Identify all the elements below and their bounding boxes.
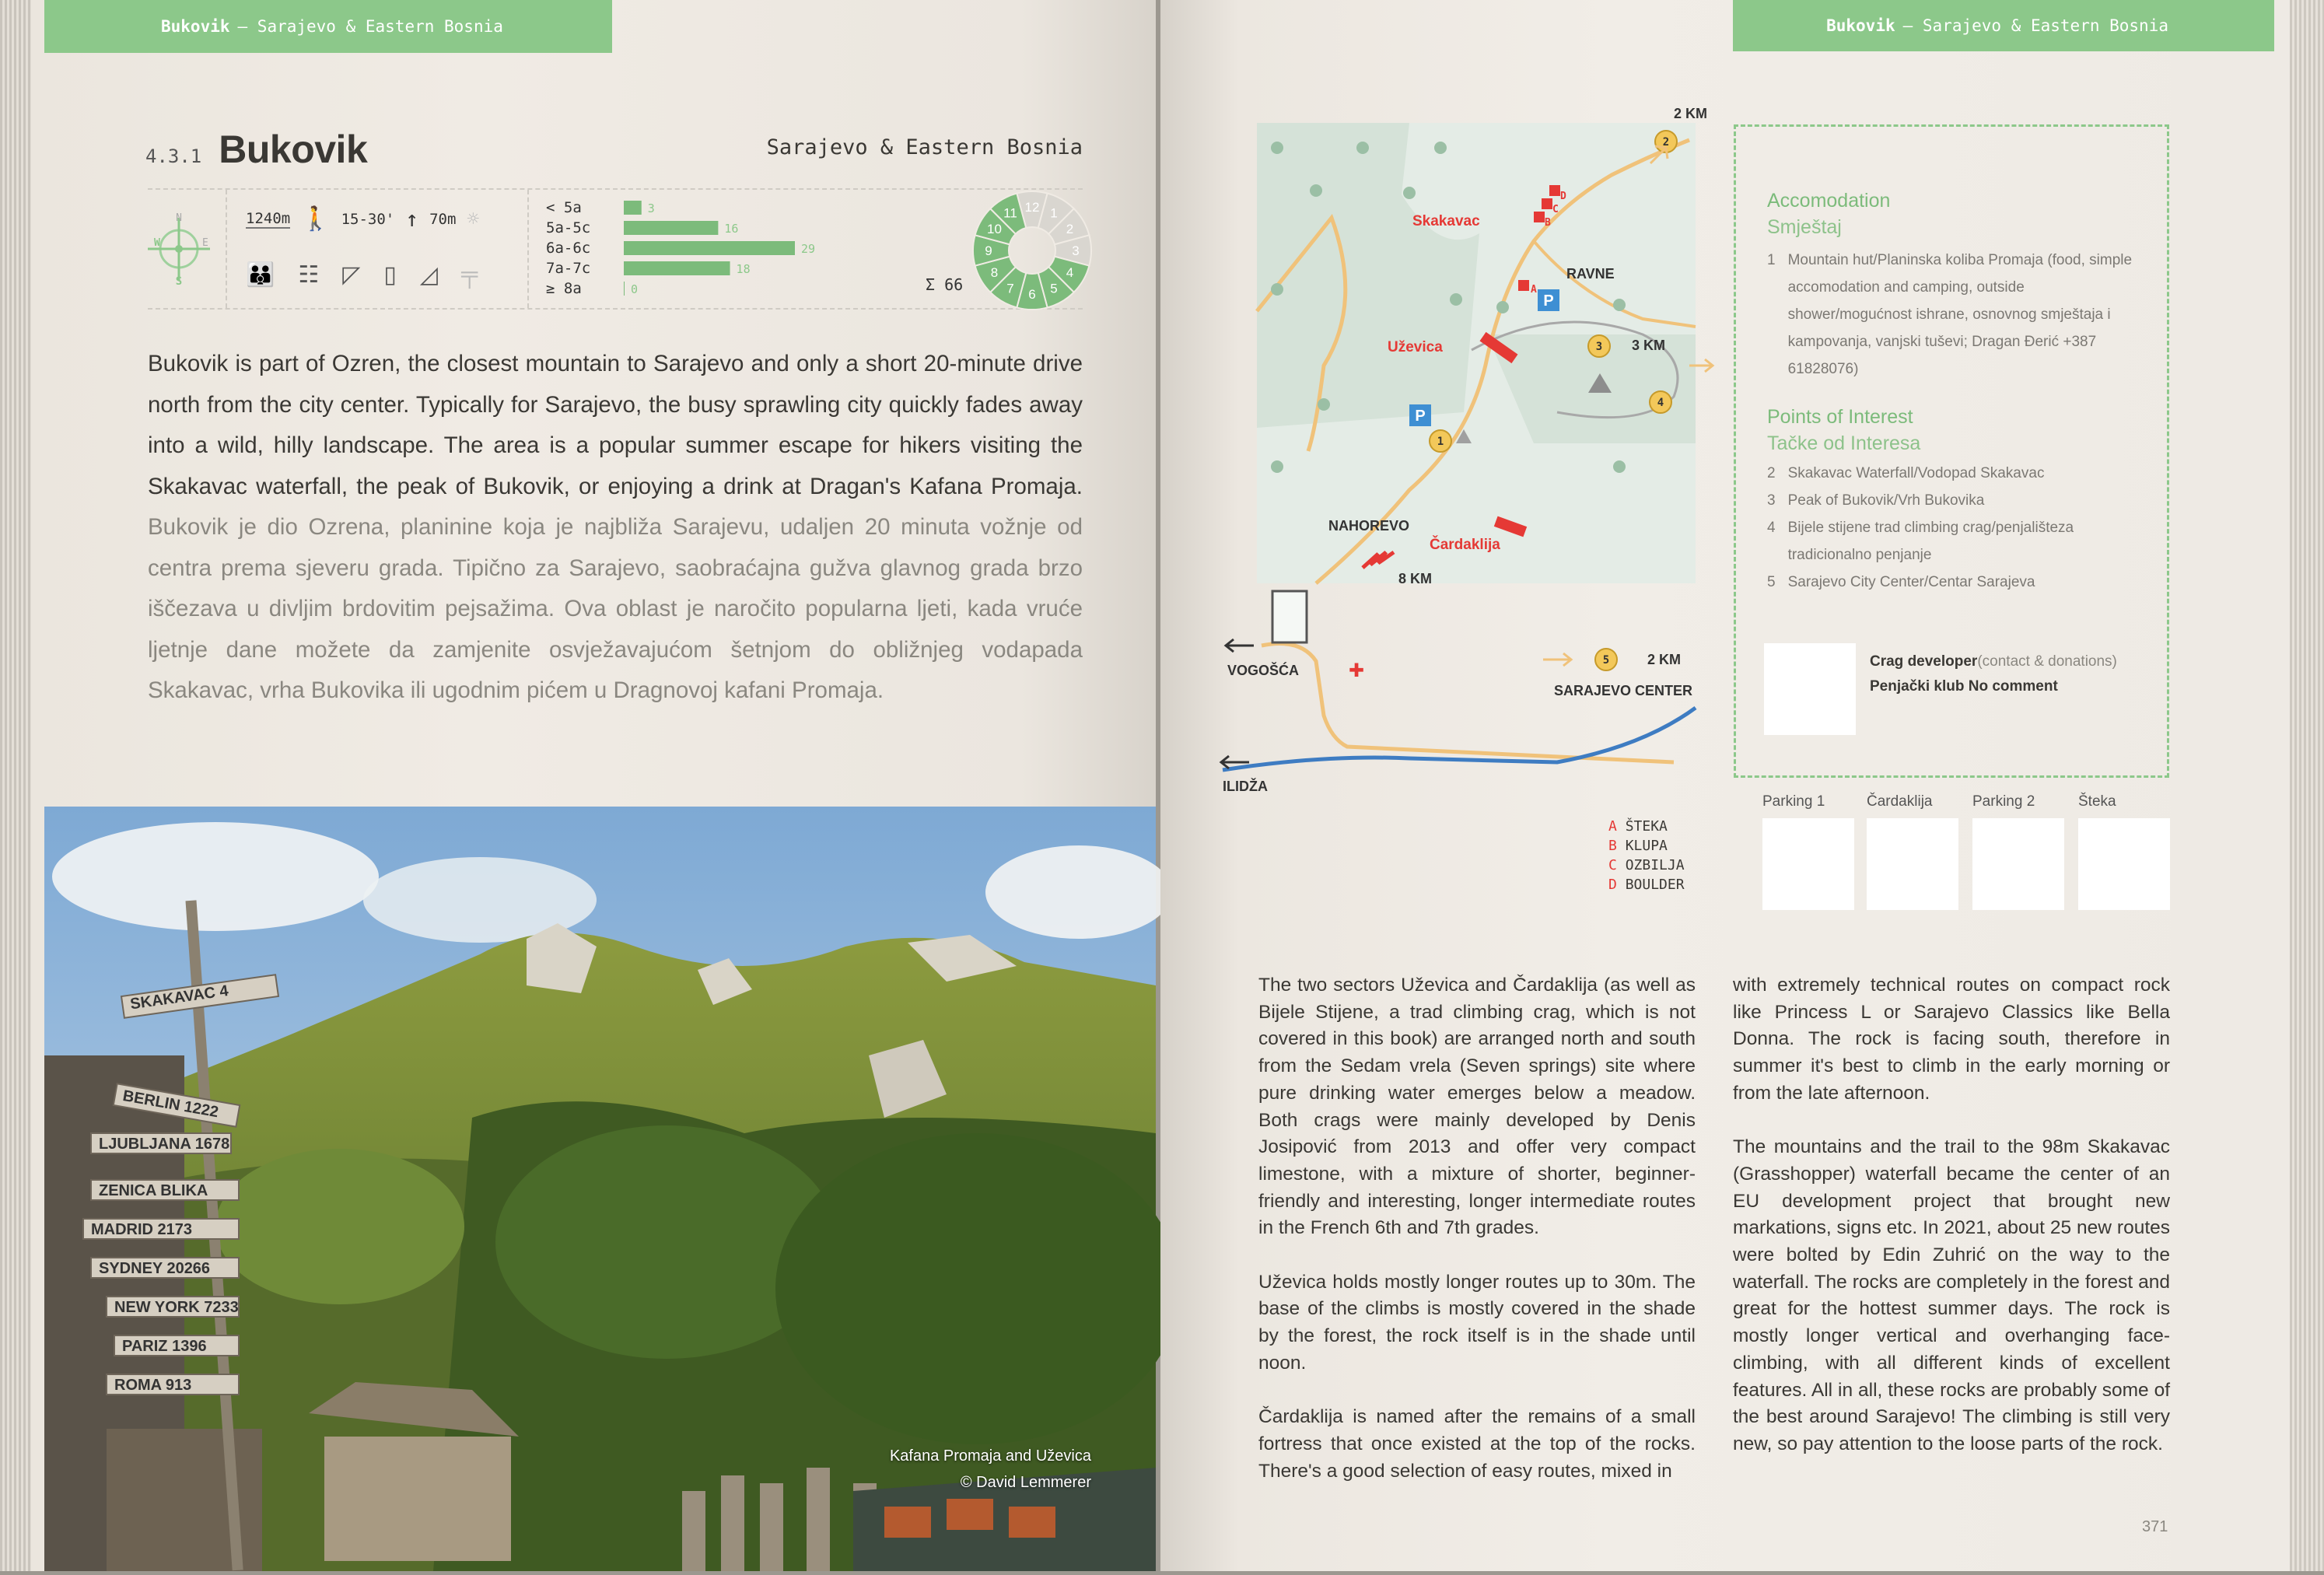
acc-heading-en: Accomodation xyxy=(1767,190,1891,212)
qr-label: Čardaklija xyxy=(1867,793,1933,810)
photo-caption xyxy=(890,1443,1091,1496)
qr-code-developer[interactable] xyxy=(1764,643,1856,735)
right-page xyxy=(1160,0,2290,1571)
svg-text:Skakavac: Skakavac xyxy=(1412,213,1480,229)
paragraph: Čardaklija is named after the remains of a small fortress that once existed at the top of the rocks. There's a good selection of easy routes, mixed in xyxy=(1258,1406,1696,1482)
compass-icon xyxy=(148,190,227,308)
svg-text:S: S xyxy=(175,275,183,288)
dial-number: 8 xyxy=(990,265,999,280)
svg-text:SYDNEY 20266: SYDNEY 20266 xyxy=(99,1260,211,1277)
bar xyxy=(624,201,642,215)
running-header-right xyxy=(1733,0,2274,51)
developer-info xyxy=(1870,649,2117,699)
svg-text:B: B xyxy=(1545,217,1551,229)
bar-category-label: < 5a xyxy=(546,199,582,216)
header-crag-name: Bukovik xyxy=(1826,16,1895,35)
total-routes: Σ 66 xyxy=(926,275,964,294)
header-crag-name: Bukovik xyxy=(161,17,230,36)
qr-label: Parking 2 xyxy=(1972,793,2035,810)
svg-text:A: A xyxy=(1531,284,1537,296)
qr-code-steka[interactable] xyxy=(2078,818,2170,910)
header-region: – Sarajevo & Eastern Bosnia xyxy=(1902,16,2168,35)
svg-text:RAVNE: RAVNE xyxy=(1566,266,1615,282)
dial-number: 5 xyxy=(1050,281,1058,296)
body-column-2 xyxy=(1733,972,2170,1458)
header-region: – Sarajevo & Eastern Bosnia xyxy=(237,17,503,36)
svg-text:SARAJEVO CENTER: SARAJEVO CENTER xyxy=(1554,683,1693,698)
svg-text:P: P xyxy=(1543,292,1554,310)
svg-text:SKAKAVAC 4: SKAKAVAC 4 xyxy=(129,982,229,1013)
overhang-icon: ◿ xyxy=(419,262,438,288)
wall-height: 70m xyxy=(429,210,457,228)
approach-map xyxy=(1207,101,1720,817)
crag-photo xyxy=(44,807,1156,1571)
poi-item: 5 Sarajevo City Center/Centar Sarajeva xyxy=(1767,574,2035,590)
sun-dial xyxy=(970,188,1094,313)
dial-number: 4 xyxy=(1066,265,1074,280)
left-page xyxy=(31,0,1156,1571)
bar-category-label: 5a-5c xyxy=(546,219,591,236)
dial-number: 12 xyxy=(1024,200,1040,215)
poi-heading-bs: Tačke od Interesa xyxy=(1767,432,1921,454)
first-aid-icon: ✚ xyxy=(1349,660,1365,681)
intro-english: Bukovik is part of Ozren, the closest mountain to Sarajevo and only a short 20-minute drive north from the city center. Typically for Sarajevo, the busy sprawling city quickly fades away into a wild, hilly landscape. The area is a popular summer escape for hikers visiting the Skakavac waterfall, the peak of Bukovik, or enjoying a drink at Dragan's Kafana Promaja. xyxy=(148,351,1083,499)
svg-text:NAHOREVO: NAHOREVO xyxy=(1328,518,1410,534)
bar xyxy=(624,241,795,255)
bar-value-label: 0 xyxy=(631,282,639,296)
acc-heading-bs: Smještaj xyxy=(1767,216,1842,238)
info-box xyxy=(1734,124,2169,778)
bar-category-label: 6a-6c xyxy=(546,240,591,257)
poi-heading-en: Points of Interest xyxy=(1767,406,1913,428)
paragraph: Uževica holds mostly longer routes up to 30m. The base of the climbs is mostly covered in the shade by the forest, the rock itself is in the shade until noon. xyxy=(1258,1271,1696,1374)
poi-item: 4 Bijele stijene trad climbing crag/penjališteza tradicionalno penjanje xyxy=(1767,520,2074,563)
qr-code-parking-2[interactable] xyxy=(1972,818,2064,910)
dial-number: 11 xyxy=(1003,205,1017,221)
qr-label: Parking 1 xyxy=(1762,793,1825,810)
svg-text:3: 3 xyxy=(1595,341,1603,353)
svg-text:P: P xyxy=(1415,408,1426,425)
paragraph: with extremely technical routes on compact rock like Princess L or Sarajevo Classics like Bella Donna. The rock is facing south, therefore in summer it's best to climb in the early morning or from the late afternoon. xyxy=(1733,975,2170,1104)
page-number: 371 xyxy=(2142,1518,2168,1535)
svg-text:MADRID 2173: MADRID 2173 xyxy=(91,1221,193,1238)
dial-number: 9 xyxy=(985,243,992,258)
qr-code-parking-1[interactable] xyxy=(1762,818,1854,910)
crag-region: Sarajevo & Eastern Bosnia xyxy=(766,135,1083,159)
svg-text:1: 1 xyxy=(1437,436,1444,448)
caption-text: Kafana Promaja and Uževica xyxy=(889,1447,1091,1465)
intro-bosnian: Bukovik je dio Ozrena, planinine koja je najbliža Sarajevu, udaljen 20 minuta vožnje od centra prema sjeveru grada. Tipično za Sarajevo, saobraćajna gužva glavnog grada brzo iščezava u divljim brdovitim pejsažima. Ova oblast je naročito popularna ljeti, kada vruće ljetnje dane možete da zamjenite osvježavajućom šetnjom do obližnjeg vodapada Skakavac, vrha Bukovika ili ugodnim pićem u Dragnovoj kafani Promaja. xyxy=(148,514,1083,703)
dev-name: Penjački klub No comment xyxy=(1870,678,2058,695)
poi-section xyxy=(1767,404,2133,596)
crowd-icon: ☷ xyxy=(298,262,320,288)
svg-text:8 KM: 8 KM xyxy=(1398,571,1433,586)
bar xyxy=(624,261,730,275)
svg-text:E: E xyxy=(202,237,208,249)
svg-text:4: 4 xyxy=(1657,397,1664,409)
photo-credit: © David Lemmerer xyxy=(960,1474,1091,1491)
approach-info xyxy=(229,190,529,308)
svg-text:ZENICA BLIKA: ZENICA BLIKA xyxy=(99,1182,208,1199)
compass xyxy=(148,190,227,308)
weather-icon: ☼ xyxy=(467,207,480,231)
svg-text:ILIDŽA: ILIDŽA xyxy=(1223,779,1268,794)
running-header-left xyxy=(44,0,612,53)
height-arrow-icon: ↑ xyxy=(405,206,419,232)
dial-number: 1 xyxy=(1050,205,1058,221)
svg-text:C: C xyxy=(1552,204,1559,215)
altitude: 1240m xyxy=(246,209,291,227)
svg-text:N: N xyxy=(176,212,182,224)
bar-value-label: 16 xyxy=(724,222,739,236)
svg-text:ROMA 913: ROMA 913 xyxy=(114,1377,192,1394)
paragraph: The two sectors Uževica and Čardaklija (as well as Bijele Stijene, a trad climbing crag, which is not covered in this book) are arranged north and south from the Sedam vrela (Seven springs) site where pure drinking water emerges below a meadow. Both crags were mainly developed by Denis Josipović from 2013 and offer very compact limestone, with a mixture of shorter, beginner-friendly and interesting, longer intermediate routes in the French 6th and 7th grades. xyxy=(1258,975,1696,1239)
intro-text xyxy=(148,344,1083,712)
svg-text:NEW YORK 7233: NEW YORK 7233 xyxy=(114,1299,239,1316)
bar-category-label: 7a-7c xyxy=(546,260,591,277)
svg-text:D: D xyxy=(1560,191,1566,202)
svg-text:PARIZ 1396: PARIZ 1396 xyxy=(122,1338,207,1355)
bar-category-label: ≥ 8a xyxy=(546,280,582,297)
acc-item: 1 Mountain hut/Planinska koliba Promaja (food, simple accomodation and camping, outside shower/mogućnost ishrane, osnovnog smještaja i kampovanja, vanjski tuševi; Dragan Đerić +387 61828076) xyxy=(1767,252,2133,377)
bar xyxy=(624,221,718,235)
svg-text:2: 2 xyxy=(1662,136,1670,149)
poi-item: 2 Skakavac Waterfall/Vodopad Skakavac xyxy=(1767,465,2045,481)
dial-number: 2 xyxy=(1066,222,1074,236)
hiker-icon: 🚶 xyxy=(301,205,331,233)
qr-label: Šteka xyxy=(2078,793,2116,810)
svg-text:3 KM: 3 KM xyxy=(1632,338,1666,353)
svg-text:Uževica: Uževica xyxy=(1388,339,1443,355)
accommodation-section xyxy=(1767,187,2133,383)
crag-name: Bukovik xyxy=(219,128,368,171)
sector-legend: A ŠTEKA B KLUPA C OZBILJA D BOULDER xyxy=(1608,818,1685,893)
dev-label: Crag developer xyxy=(1870,653,1978,670)
svg-text:2 KM: 2 KM xyxy=(1674,106,1708,121)
roof-icon: ╤ xyxy=(460,261,478,287)
svg-text:5: 5 xyxy=(1602,654,1610,667)
crag-number: 4.3.1 xyxy=(145,145,202,167)
approach-time: 15-30' xyxy=(341,210,395,228)
svg-text:W: W xyxy=(154,237,160,249)
dial-number: 7 xyxy=(1006,281,1014,296)
dial-number: 6 xyxy=(1028,287,1036,302)
bar-value-label: 29 xyxy=(801,242,816,256)
crag-title xyxy=(145,127,367,172)
svg-text:LJUBLJANA 1678: LJUBLJANA 1678 xyxy=(99,1136,230,1153)
bar-value-label: 18 xyxy=(736,262,751,276)
info-strip xyxy=(148,188,1083,310)
poi-item: 3 Peak of Bukovik/Vrh Bukovika xyxy=(1767,492,1985,509)
dial-number: 3 xyxy=(1072,243,1080,258)
svg-text:BERLIN 1222: BERLIN 1222 xyxy=(121,1087,220,1122)
svg-text:2 KM: 2 KM xyxy=(1647,652,1682,667)
grade-bar-chart xyxy=(537,190,816,308)
family-icon: 👪 xyxy=(246,262,275,288)
dev-note: (contact & donations) xyxy=(1977,653,2117,670)
book-edge-right xyxy=(2290,0,2324,1571)
dial-number: 10 xyxy=(987,222,1002,236)
vertical-icon: ▯ xyxy=(383,262,397,288)
svg-text:Čardaklija: Čardaklija xyxy=(1430,537,1500,553)
bar-value-label: 3 xyxy=(647,201,655,215)
qr-code-cardaklija[interactable] xyxy=(1867,818,1958,910)
bar xyxy=(624,282,625,296)
body-column-1 xyxy=(1258,972,1696,1485)
svg-text:VOGOŠĆA: VOGOŠĆA xyxy=(1227,663,1300,678)
paragraph: The mountains and the trail to the 98m Skakavac (Grasshopper) waterfall became the center of an EU development project that brought new markations, signs etc. In 2021, about 25 new routes were bolted by Edin Zuhrić on the way to the waterfall. The rocks are completely in the forest and great for the hottest summer days. The rock is mostly longer vertical and overhanging face-climbing, with all different kinds of excellent features. All in all, these rocks are probably some of the best around Sarajevo! The climbing is still very new, so pay attention to the loose parts of the rock. xyxy=(1733,1136,2170,1454)
slab-icon: ◸ xyxy=(342,262,361,288)
book-edge-left xyxy=(0,0,31,1571)
map-graphic xyxy=(1207,101,1720,817)
